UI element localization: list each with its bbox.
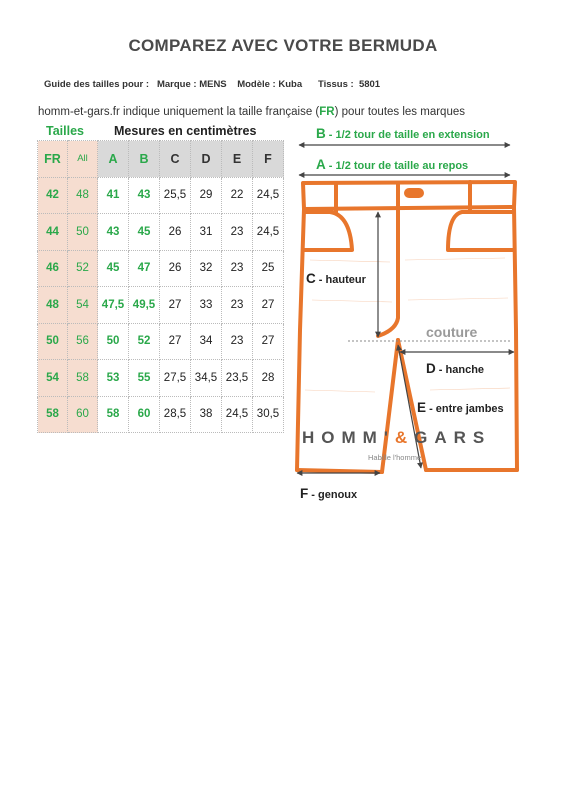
cell-a: 50 (98, 323, 129, 360)
cell-f: 24,5 (253, 177, 284, 214)
cell-c: 28,5 (160, 396, 191, 433)
header-e: E (222, 141, 253, 178)
cell-a: 41 (98, 177, 129, 214)
cell-c: 27 (160, 323, 191, 360)
label-c-text: - hauteur (315, 274, 366, 286)
cell-c: 26 (160, 214, 191, 251)
cell-c: 27,5 (160, 360, 191, 397)
sizes-label: Tailles (46, 124, 84, 138)
cell-f: 30,5 (253, 396, 284, 433)
cell-c: 27 (160, 287, 191, 324)
pocket-right (448, 212, 514, 250)
label-b (316, 126, 490, 141)
cell-f: 28 (253, 360, 284, 397)
header-d: D (191, 141, 222, 178)
button-icon (404, 188, 424, 198)
couture-label: couture (426, 324, 478, 340)
cell-b: 49,5 (129, 287, 160, 324)
cell-d: 34,5 (191, 360, 222, 397)
cell-d: 34 (191, 323, 222, 360)
label-b-text: - 1/2 tour de taille en extension (325, 129, 490, 141)
cell-b: 60 (129, 396, 160, 433)
cell-f: 27 (253, 323, 284, 360)
note-fr-highlight: FR (319, 106, 335, 118)
cell-a: 47,5 (98, 287, 129, 324)
cell-d: 29 (191, 177, 222, 214)
brand-ampersand: & (394, 428, 415, 447)
cell-all: 50 (68, 214, 98, 251)
label-c-letter: C (306, 271, 316, 286)
label-a (316, 157, 468, 172)
cell-e: 23,5 (222, 360, 253, 397)
cell-e: 23 (222, 323, 253, 360)
cell-all: 52 (68, 250, 98, 287)
cell-f: 24,5 (253, 214, 284, 251)
cell-e: 24,5 (222, 396, 253, 433)
cell-all: 48 (68, 177, 98, 214)
cell-c: 25,5 (160, 177, 191, 214)
cell-all: 54 (68, 287, 98, 324)
right-outer-seam (514, 207, 517, 470)
label-e-text: - entre jambes (426, 403, 504, 415)
cell-e: 22 (222, 177, 253, 214)
cell-e: 23 (222, 250, 253, 287)
cell-d: 33 (191, 287, 222, 324)
cell-e: 23 (222, 214, 253, 251)
cell-fr: 58 (38, 396, 68, 433)
label-b-letter: B (316, 126, 326, 141)
cell-fr: 48 (38, 287, 68, 324)
cell-d: 38 (191, 396, 222, 433)
brand-logo (302, 428, 491, 448)
cell-a: 58 (98, 396, 129, 433)
label-f-letter: F (300, 486, 309, 501)
cell-a: 45 (98, 250, 129, 287)
cell-f: 25 (253, 250, 284, 287)
cell-b: 55 (129, 360, 160, 397)
header-b: B (129, 141, 160, 178)
header-fr: FR (38, 141, 68, 178)
brand-left: HOMM' (302, 428, 395, 447)
note-text-after: ) pour toutes les marques (334, 106, 465, 118)
brand-tagline: Habille l'homme (368, 453, 422, 462)
label-c (306, 271, 366, 286)
size-guide-info: Guide des tailles pour : Marque : MENS Modèle : Kuba Tissus : 5801 (44, 79, 381, 90)
label-a-text: - 1/2 tour de taille au repos (325, 160, 469, 172)
label-e (417, 400, 504, 415)
cell-fr: 42 (38, 177, 68, 214)
label-a-letter: A (316, 157, 326, 172)
cell-e: 23 (222, 287, 253, 324)
cell-b: 47 (129, 250, 160, 287)
label-f (300, 486, 357, 501)
header-a: A (98, 141, 129, 178)
pocket-left (304, 212, 352, 250)
page-title: COMPAREZ AVEC VOTRE BERMUDA (128, 36, 438, 55)
cell-all: 58 (68, 360, 98, 397)
left-hem (297, 470, 382, 472)
cell-a: 43 (98, 214, 129, 251)
cell-fr: 54 (38, 360, 68, 397)
label-d-letter: D (426, 361, 436, 376)
cell-all: 60 (68, 396, 98, 433)
cell-fr: 44 (38, 214, 68, 251)
header-f: F (253, 141, 284, 178)
label-d (426, 361, 484, 376)
cell-c: 26 (160, 250, 191, 287)
cell-b: 45 (129, 214, 160, 251)
cell-b: 52 (129, 323, 160, 360)
cell-fr: 50 (38, 323, 68, 360)
header-all: All (68, 141, 98, 178)
cell-a: 53 (98, 360, 129, 397)
cell-fr: 46 (38, 250, 68, 287)
cell-d: 32 (191, 250, 222, 287)
cell-b: 43 (129, 177, 160, 214)
label-f-text: - genoux (308, 489, 358, 501)
fly (378, 208, 398, 336)
label-d-text: - hanche (435, 364, 485, 376)
label-e-letter: E (417, 400, 427, 415)
cell-all: 56 (68, 323, 98, 360)
note-text-before: homm-et-gars.fr indique uniquement la taille française ( (38, 106, 320, 118)
cell-f: 27 (253, 287, 284, 324)
brand-right: GARS (414, 428, 492, 447)
header-c: C (160, 141, 191, 178)
measurements-label: Mesures en centimètres (114, 124, 257, 138)
cell-d: 31 (191, 214, 222, 251)
